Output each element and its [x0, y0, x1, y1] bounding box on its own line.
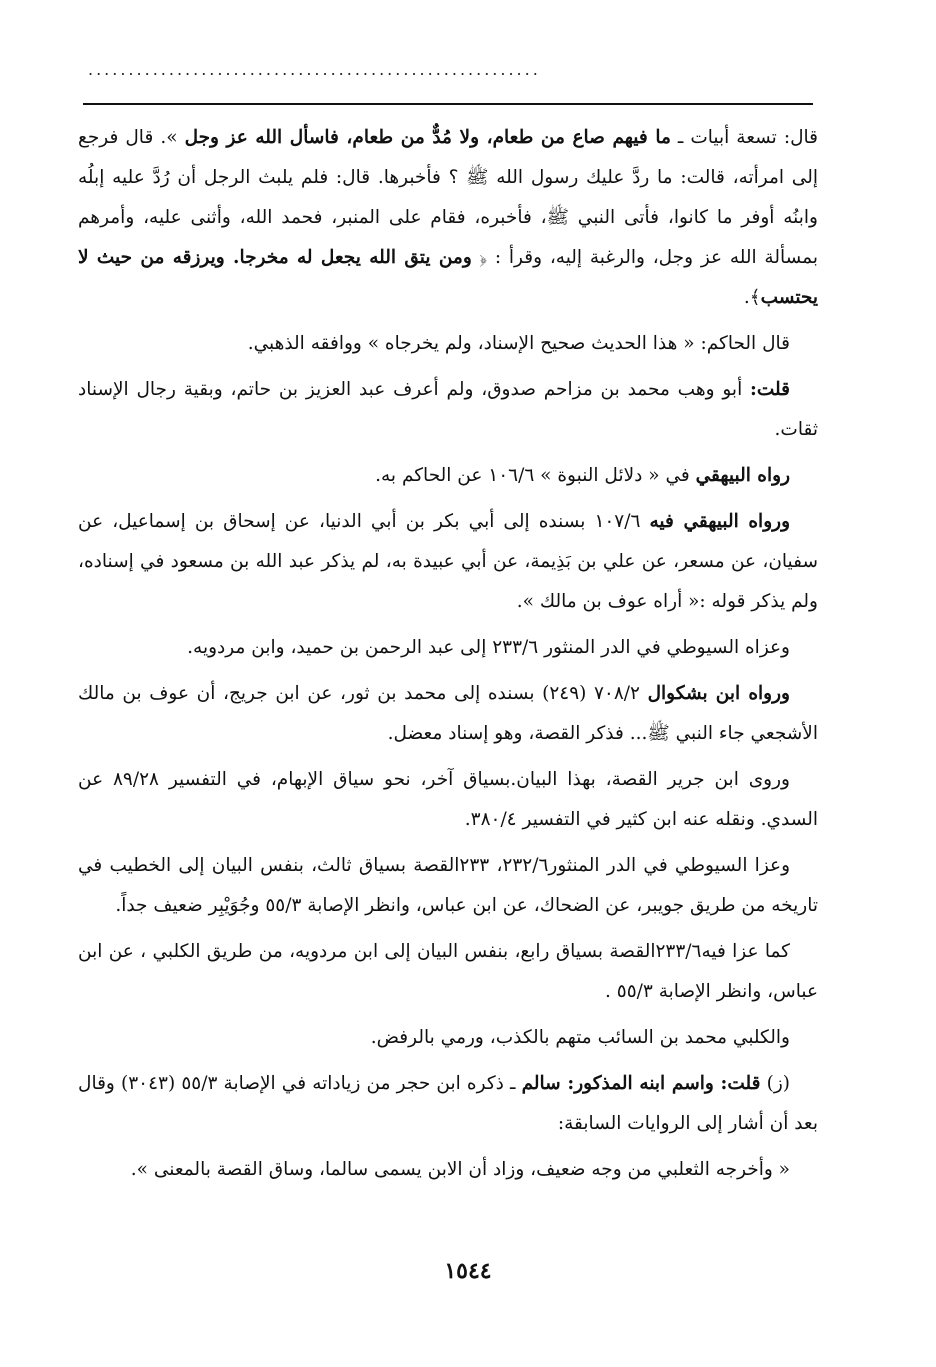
text-segment: ـ ذكره ابن حجر من زياداته في الإصابة ٥٥/٣ (٣٠٤٣) وقال بعد أن أشار إلى الروايات السابقة:: [78, 1073, 818, 1134]
paragraph-p2: [78, 324, 818, 364]
text-segment: وعزاه السيوطي في الدر المنثور ٢٣٣/٦ إلى عبد الرحمن بن حميد، وابن مردويه.: [187, 637, 790, 658]
text-segment: ﴾.: [743, 287, 761, 308]
text-segment: في « دلائل النبوة » ١٠٦/٦ عن الحاكم به.: [375, 465, 696, 486]
bold-text-segment: ورواه البيهقي فيه: [649, 511, 790, 532]
bold-text-segment: ومن يتق الله يجعل له مخرجا. ويرزقه من حيث لا يحتسب: [78, 247, 818, 308]
paragraph-p12: [78, 1064, 818, 1144]
paragraph-p11: [78, 1018, 818, 1058]
text-segment: ». قال فرجع إلى امرأته، قالت: ما ردَّ عليك رسول الله ﷺ ؟ فأخبرها. قال: فلم يلبث الرجل أن رُدَّ عليه إبلُه وابنُه أوفر ما كانوا، فأتى النبي ﷺ، فأخبره، فقام على المنبر، فحمد الله، وأثنى عليه، وأمرهم بمسألة الله عز وجل، والرغبة إليه، وقرأ : ﴿: [78, 127, 818, 268]
text-segment: ١٠٧/٦ بسنده إلى أبي بكر بن أبي الدنيا، عن إسحاق بن إسماعيل، عن سفيان، عن مسعر، عن علي بن بَذِيمة، عن أبي عبيدة به، لم يذكر عبد الله بن مسعود في إسناده، ولم يذكر قوله :« أراه عوف بن مالك ».: [78, 511, 818, 612]
text-segment: وعزا السيوطي في الدر المنثور٢٣٢/٦، ٢٣٣القصة بسياق ثالث، بنفس البيان إلى الخطيب في تاريخه من طريق جويبر، عن الضحاك، عن ابن عباس، وانظر الإصابة ٥٥/٣ وجُوَيْبِر ضعيف جداً.: [78, 855, 818, 916]
paragraph-p7: [78, 674, 818, 754]
bold-text-segment: ما فيهم صاع من طعام، ولا مُدٌّ من طعام، فاسأل الله عز وجل: [184, 127, 671, 148]
text-segment: قال: تسعة أبيات ـ: [670, 127, 818, 148]
paragraph-p13: [78, 1150, 818, 1190]
header-dotted-line: ........................................................: [88, 60, 541, 79]
paragraph-p4: [78, 456, 818, 496]
bold-text-segment: قلت:: [750, 379, 790, 400]
paragraph-p5: [78, 502, 818, 622]
header-rule: [83, 103, 813, 105]
paragraph-p6: [78, 628, 818, 668]
bold-text-segment: ورواه ابن بشكوال: [647, 683, 790, 704]
paragraph-p9: [78, 846, 818, 926]
paragraph-p10: [78, 932, 818, 1012]
paragraph-p8: [78, 760, 818, 840]
text-segment: قال الحاكم: « هذا الحديث صحيح الإسناد، ولم يخرجاه » ووافقه الذهبي.: [247, 333, 790, 354]
text-segment: كما عزا فيه٢٣٣/٦القصة بسياق رابع، بنفس البيان إلى ابن مردويه، من طريق الكلبي ، عن ابن عباس، وانظر الإصابة ٥٥/٣ .: [78, 941, 818, 1002]
bold-text-segment: رواه البيهقي: [695, 465, 790, 486]
text-segment: وروى ابن جرير القصة، بهذا البيان.بسياق آخر، نحو سياق الإبهام، في التفسير ٨٩/٢٨ عن السدي. ونقله عنه ابن كثير في التفسير ٣٨٠/٤.: [78, 769, 818, 830]
page-number: ١٥٤٤: [444, 1258, 492, 1284]
text-segment: « وأخرجه الثعلبي من وجه ضعيف، وزاد أن الابن يسمى سالما، وساق القصة بالمعنى ».: [130, 1159, 790, 1180]
paragraph-p3: [78, 370, 818, 450]
text-segment: والكلبي محمد بن السائب متهم بالكذب، ورمي بالرفض.: [370, 1027, 790, 1048]
text-segment: (ز): [760, 1073, 790, 1094]
page-body: [78, 118, 818, 1196]
text-segment: أبو وهب محمد بن مزاحم صدوق، ولم أعرف عبد العزيز بن حاتم، وبقية رجال الإسناد ثقات.: [78, 379, 818, 440]
text-segment: ٧٠٨/٢ (٢٤٩) بسنده إلى محمد بن ثور، عن ابن جريج، أن عوف بن مالك الأشجعي جاء النبي ﷺ... فذكر القصة، وهو إسناد معضل.: [78, 683, 818, 744]
bold-text-segment: قلت: واسم ابنه المذكور: سالم: [521, 1073, 761, 1094]
paragraph-p1: [78, 118, 818, 318]
